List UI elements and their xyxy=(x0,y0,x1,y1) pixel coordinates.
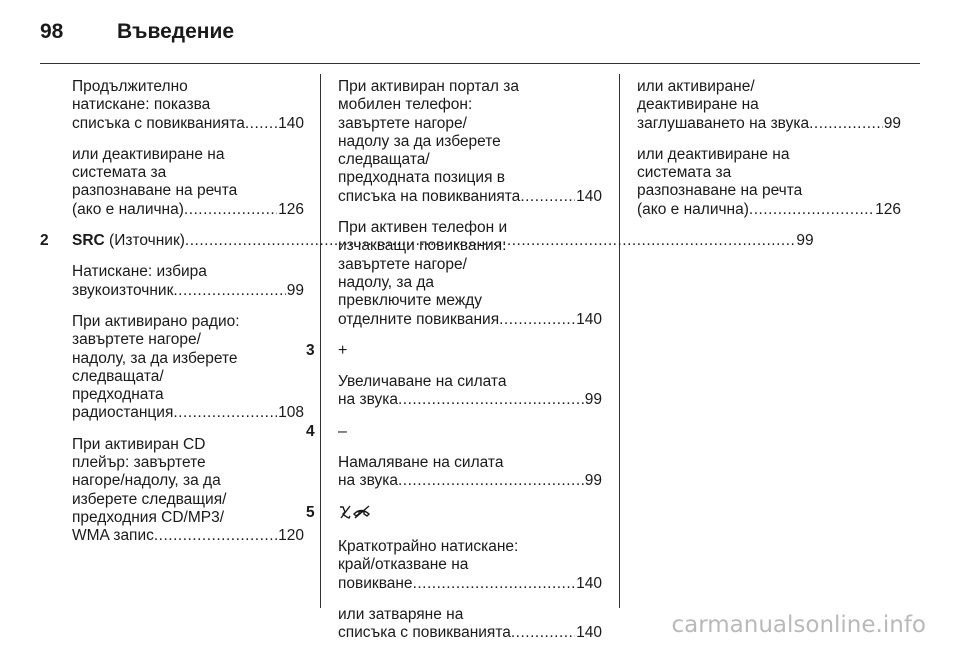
plus-icon: + xyxy=(338,341,348,359)
item-5-hangup xyxy=(306,504,602,525)
watermark: carmanualsonline.info xyxy=(671,612,926,638)
toc-line: списъка с повикванията ..... 140 xyxy=(72,115,304,133)
page-ref[interactable]: 126 xyxy=(278,200,304,218)
toc-line: на звука ..... 99 xyxy=(338,391,602,409)
entry-switch-calls: При активен телефон и изчакващи повиквания: завъртете нагоре/ надолу, за да превключите между отделните повиквания ..... 140 xyxy=(338,219,602,329)
item-number: 2 xyxy=(40,232,49,250)
toc-line: повикване ..... 140 xyxy=(338,575,602,593)
page-header xyxy=(40,14,920,54)
column-divider-2 xyxy=(619,74,620,608)
phone-hangup-mute-icon xyxy=(338,504,372,520)
page-ref[interactable]: 140 xyxy=(576,187,602,205)
item-3-plus xyxy=(306,342,602,360)
item-2-src xyxy=(40,232,814,250)
page-ref[interactable]: 99 xyxy=(584,391,602,409)
page-ref[interactable]: 108 xyxy=(278,404,304,422)
toc-line: звукоизточник ..... 99 xyxy=(72,282,304,300)
entry-mute-toggle: или активиране/ деактивиране на заглушаването на звука ..... 99 xyxy=(637,78,901,133)
toc-line: радиостанция ..... 108 xyxy=(72,404,304,422)
toc-line: WMA запис ..... 120 xyxy=(72,527,304,545)
page-ref[interactable]: 99 xyxy=(883,114,901,132)
page-number: 98 xyxy=(40,20,64,43)
page-ref[interactable]: 140 xyxy=(278,114,304,132)
toc-line: списъка с повикванията ..... 140 xyxy=(338,624,602,642)
page-title: Въведение xyxy=(117,20,235,43)
entry-press-select-source: Натискане: избира звукоизточник ..... 99 xyxy=(40,263,304,300)
minus-icon: – xyxy=(338,422,347,440)
entry-end-reject-call: Краткотрайно натискане: край/отказване на повикване ..... 140 xyxy=(338,538,602,593)
entry-close-call-list: или затваряне на списъка с повикванията ..... 140 xyxy=(338,606,602,643)
page-ref[interactable]: 99 xyxy=(286,281,304,299)
toc-line: (ако е налична) ..... 126 xyxy=(72,201,304,219)
column-2 xyxy=(306,78,602,655)
entry-volume-up: Увеличаване на силата на звука ..... 99 xyxy=(338,373,602,410)
page-ref[interactable]: 120 xyxy=(278,527,304,545)
toc-line: на звука ..... 99 xyxy=(338,472,602,490)
toc-line: отделните повиквания ..... 140 xyxy=(338,311,602,329)
toc-line: SRC (Източник) ..... 99 xyxy=(72,232,814,250)
page-ref[interactable]: 140 xyxy=(576,310,602,328)
entry-radio-station: При активирано радио: завъртете нагоре/ надолу, за да изберете следващата/ предходната радиостанция ..... 108 xyxy=(40,313,304,423)
item-number: 3 xyxy=(306,341,315,359)
page-ref[interactable]: 126 xyxy=(875,200,901,218)
src-key-label: SRC xyxy=(72,232,105,250)
entry-voice-recognition: или деактивиране на системата за разпознаване на речта (ако е налична) ..... 126 xyxy=(40,146,304,219)
toc-line: заглушаването на звука ..... 99 xyxy=(637,115,901,133)
toc-line: списъка на повикванията ..... 140 xyxy=(338,188,602,206)
page-ref[interactable]: 140 xyxy=(576,624,602,642)
entry-volume-down: Намаляване на силата на звука ..... 99 xyxy=(338,454,602,491)
page-ref[interactable]: 99 xyxy=(796,232,814,250)
entry-long-press-call-list: Продължително натискане: показва списъка с повикванията ..... 140 xyxy=(40,78,304,133)
column-3 xyxy=(637,78,901,232)
item-4-minus xyxy=(306,423,602,441)
entry-phone-portal-list: При активиран портал за мобилен телефон: завъртете нагоре/ надолу за да изберете следващата/ предходната позиция в списъка на повикванията ..... 140 xyxy=(338,78,602,206)
item-number: 4 xyxy=(306,422,315,440)
toc-line: (ако е налична) ..... 126 xyxy=(637,201,901,219)
entry-voice-recognition-off: или деактивиране на системата за разпознаване на речта (ако е налична) ..... 126 xyxy=(637,146,901,219)
page-ref[interactable]: 140 xyxy=(576,574,602,592)
item-number: 5 xyxy=(306,503,315,521)
header-divider xyxy=(40,63,920,64)
entry-cd-track: При активиран CD плейър: завъртете нагоре/надолу, за да изберете следващия/ предходния CD/MP3/ WMA запис ..... 120 xyxy=(40,436,304,546)
page-ref[interactable]: 99 xyxy=(584,472,602,490)
